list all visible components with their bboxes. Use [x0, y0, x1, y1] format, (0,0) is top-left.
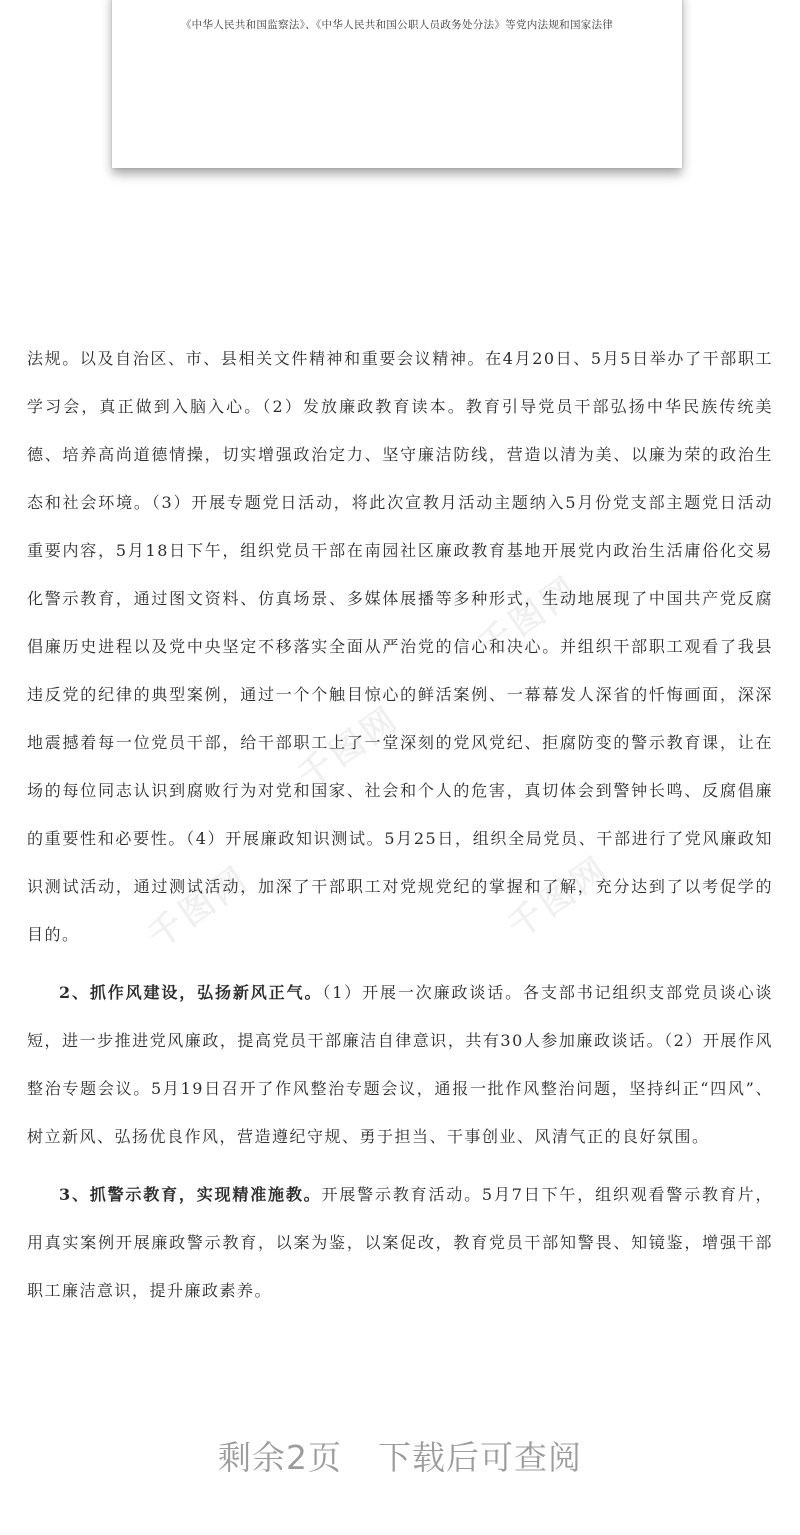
- section-2-body: （1）开展一次廉政谈话。各支部书记组织支部党员谈心谈短，进一步推进党风廉政，提高党员干部廉洁自律意识，共有30人参加廉政谈话。（2）开展作风整治专题会议。5月19日召开了作风整治专题会议，通报一批作风整治问题，坚持纠正“四风”、树立新风、弘扬优良作风，营造遵纪守规、勇于担当、干事创业、风清气正的良好氛围。: [27, 983, 773, 1146]
- section-3-body: 开展警示教育活动。5月7日下午，组织观看警示教育片，用真实案例开展廉政警示教育，以案为鉴，以案促改，教育党员干部知警畏、知镜鉴，增强干部职工廉洁意识，提升廉政素养。: [27, 1185, 773, 1300]
- previous-page-preview: [112, 0, 682, 168]
- watermark: 千图网: [290, 698, 408, 797]
- previous-page-last-line: 《中华人民共和国监察法》、《中华人民共和国公职人员政务处分法》等党内法规和国家法律: [180, 19, 614, 31]
- cut-off-text-line: [162, 0, 632, 4]
- document-body: [27, 335, 773, 1315]
- watermark: 千图网: [500, 848, 618, 947]
- section-3-heading: 3、抓警示教育，实现精准施教。: [59, 1185, 322, 1204]
- paragraph-continuation: 法规。以及自治区、市、县相关文件精神和重要会议精神。在4月20日、5月5日举办了干部职工学习会，真正做到入脑入心。（2）发放廉政教育读本。教育引导党员干部弘扬中华民族传统美德、培养高尚道德情操，切实增强政治定力、坚守廉洁防线，营造以清为美、以廉为荣的政治生态和社会环境。（3）开展专题党日活动，将此次宣教月活动主题纳入5月份党支部主题党日活动重要内容，5月18日下午，组织党员干部在南园社区廉政教育基地开展党内政治生活庸俗化交易化警示教育，通过图文资料、仿真场景、多媒体展播等多种形式，生动地展现了中国共产党反腐倡廉历史进程以及党中央坚定不移落实全面从严治党的信心和决心。并组织干部职工观看了我县违反党的纪律的典型案例，通过一个个触目惊心的鲜活案例、一幕幕发人深省的忏悔画面，深深地震撼着每一位党员干部，给干部职工上了一堂深刻的党风党纪、拒腐防变的警示教育课，让在场的每位同志认识到腐败行为对党和国家、社会和个人的危害，真切体会到警钟长鸣、反腐倡廉的重要性和必要性。（4）开展廉政知识测试。5月25日，组织全局党员、干部进行了党风廉政知识测试活动，通过测试活动，加深了干部职工对党规党纪的掌握和了解，充分达到了以考促学的目的。: [27, 349, 773, 944]
- watermark: 千图网: [470, 568, 588, 667]
- download-prompt[interactable]: [0, 1432, 800, 1479]
- remaining-pages-label: 剩余2页: [218, 1438, 342, 1477]
- watermark: 千图网: [140, 858, 258, 957]
- download-hint-label: 下载后可查阅: [378, 1438, 582, 1477]
- section-3-paragraph: [27, 1171, 773, 1315]
- section-2-paragraph: [27, 969, 773, 1161]
- section-2-heading: 2、抓作风建设，弘扬新风正气。: [59, 983, 323, 1002]
